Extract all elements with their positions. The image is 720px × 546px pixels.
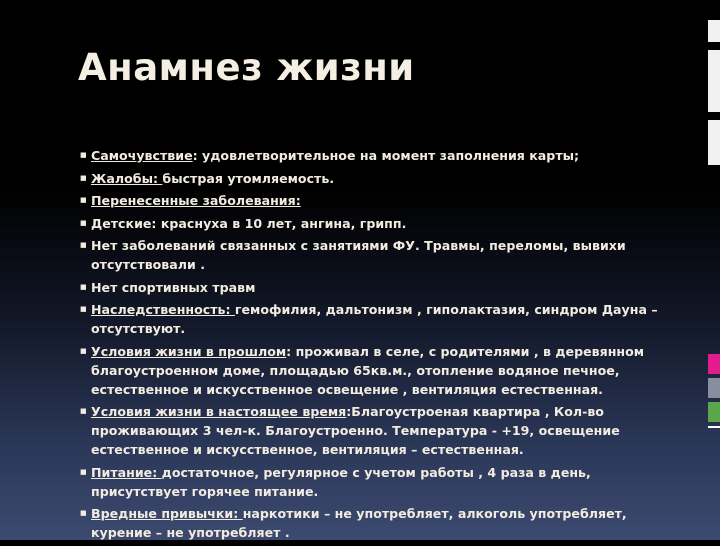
bullet-marker: ■ (80, 196, 87, 204)
bullet-marker: ■ (80, 241, 87, 249)
list-item (79, 214, 679, 233)
bullet-marker: ■ (80, 467, 87, 476)
item-text: Нет спортивных травм (91, 279, 256, 295)
decorative-color-bars (708, 354, 720, 434)
list-item (79, 300, 679, 338)
list-item (79, 191, 679, 210)
item-text: гемофилия, дальтонизм , гиполактазия, синдром Дауна – отсутствуют. (91, 302, 658, 336)
item-text: Детские: краснуха в 10 лет, ангина, грипп. (91, 215, 407, 231)
item-text: быстрая утомляемость. (162, 170, 335, 186)
bullet-marker: ■ (80, 151, 87, 159)
item-label: Условия жизни в прошлом (91, 343, 287, 359)
bullet-list (79, 146, 679, 546)
item-label: Самочувствие (91, 148, 193, 163)
list-item (79, 146, 679, 165)
bullet-marker: ■ (80, 282, 87, 291)
list-item (79, 402, 679, 459)
item-label: Перенесенные заболевания: (91, 193, 301, 208)
item-text: :Благоустроеная квартира , Кол-во проживающих 3 чел-к. Благоустроенно. Температура - +19, освещение естественное и искусственное, вентиляция – естественная. (91, 404, 620, 457)
item-label: Питание: (91, 464, 162, 480)
item-text: достаточное, регулярное с учетом работы , 4 раза в день, присутствует горячее питание. (91, 464, 591, 499)
item-text: : удовлетворительное на момент заполнения карты; (192, 148, 580, 163)
list-item (79, 278, 679, 297)
decorative-white-bars (708, 20, 720, 165)
bullet-marker: ■ (80, 218, 87, 227)
slide-title: Анамнез жизни (78, 46, 415, 89)
item-text: : проживал в селе, с родителями , в деревянном благоустроенном доме, площадью 65кв.м., отопление водяное печное, естественное и искусственное освещение , вентиляция естественная. (91, 343, 645, 397)
bullet-marker: ■ (80, 407, 87, 415)
bullet-marker: ■ (80, 346, 87, 355)
list-item (79, 169, 679, 188)
list-item (79, 236, 679, 274)
bullet-marker: ■ (80, 305, 87, 313)
item-label: Жалобы: (91, 170, 163, 186)
item-label: Условия жизни в настоящее время (91, 404, 347, 419)
bullet-marker: ■ (80, 173, 87, 182)
item-label: Вредные привычки: (91, 506, 243, 521)
bullet-marker: ■ (80, 509, 87, 517)
item-text: Нет заболеваний связанных с занятиями ФУ. Травмы, переломы, вывихи отсутствовали . (91, 238, 626, 272)
item-label: Наследственность: (91, 302, 235, 317)
item-text: наркотики – не употребляет, алкоголь употребляет, курение – не употребляет . (91, 506, 627, 540)
list-item (79, 463, 679, 501)
list-item (79, 342, 679, 399)
list-item (79, 504, 679, 542)
